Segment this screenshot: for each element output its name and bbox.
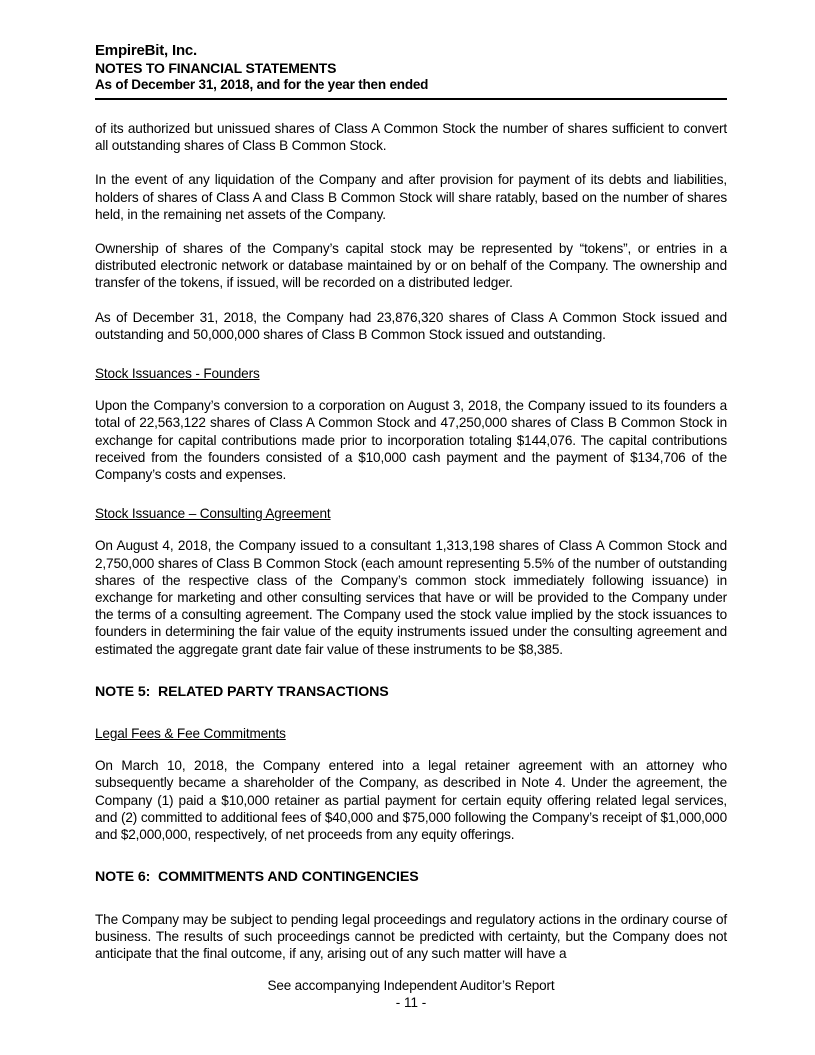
paragraph: of its authorized but unissued shares of Class A Common Stock the number of shares sufficient to convert all outstanding shares of Class B Common Stock. xyxy=(95,121,727,154)
footer-report-note: See accompanying Independent Auditor’s Report xyxy=(267,978,555,993)
page-number: - 11 - xyxy=(395,995,427,1010)
company-name: EmpireBit, Inc. xyxy=(95,42,198,59)
document-header xyxy=(95,42,727,100)
document-content xyxy=(95,42,727,979)
document-body xyxy=(95,120,727,962)
note-heading-note-6: NOTE 6: COMMITMENTS AND CONTINGENCIES xyxy=(95,869,419,886)
header-divider xyxy=(95,98,727,100)
section-heading-stock-issuance-consulting: Stock Issuance – Consulting Agreement xyxy=(95,506,331,522)
paragraph: The Company may be subject to pending legal proceedings and regulatory actions in the ordinary course of business. The results of such proceedings cannot be predicted with certainty, but the Company does not anticipate that the final outcome, if any, arising out of any such matter will have a xyxy=(95,911,727,961)
paragraph: Ownership of shares of the Company’s capital stock may be represented by “tokens”, or entries in a distributed electronic network or database maintained by or on behalf of the Company. The ownership and transfer of the tokens, if issued, will be recorded on a distributed ledger. xyxy=(95,241,727,291)
document-title: NOTES TO FINANCIAL STATEMENTS xyxy=(95,60,337,76)
section-heading-stock-issuances-founders: Stock Issuances - Founders xyxy=(95,366,260,382)
note-heading-note-5: NOTE 5: RELATED PARTY TRANSACTIONS xyxy=(95,683,389,700)
paragraph: On August 4, 2018, the Company issued to a consultant 1,313,198 shares of Class A Common Stock and 2,750,000 shares of Class B Common Stock (each amount representing 5.5% of the number of outstanding shares of the respective class of the Company’s common stock immediately following issuance) in exchange for marketing and other consulting services that have or will be provided to the Company under the terms of a consulting agreement. The Company used the stock value implied by the stock issuances to founders in determining the fair value of the equity instruments issued under the consulting agreement and estimated the aggregate grant date fair value of these instruments to be $8,385. xyxy=(95,538,727,657)
section-heading-legal-fees: Legal Fees & Fee Commitments xyxy=(95,726,286,742)
document-footer xyxy=(95,977,727,1011)
document-subtitle: As of December 31, 2018, and for the year then ended xyxy=(95,77,429,92)
paragraph: On March 10, 2018, the Company entered into a legal retainer agreement with an attorney who subsequently became a shareholder of the Company, as described in Note 4. Under the agreement, the Company (1) paid a $10,000 retainer as partial payment for certain equity offering related legal services, and (2) committed to additional fees of $40,000 and $75,000 following the Company’s receipt of $1,000,000 and $2,000,000, respectively, of net proceeds from any equity offerings. xyxy=(95,758,727,843)
paragraph: In the event of any liquidation of the Company and after provision for payment of its debts and liabilities, holders of shares of Class A and Class B Common Stock will share ratably, based on the number of shares held, in the remaining net assets of the Company. xyxy=(95,172,727,222)
paragraph: As of December 31, 2018, the Company had 23,876,320 shares of Class A Common Stock issued and outstanding and 50,000,000 shares of Class B Common Stock issued and outstanding. xyxy=(95,309,727,342)
paragraph: Upon the Company’s conversion to a corporation on August 3, 2018, the Company issued to its founders a total of 22,563,122 shares of Class A Common Stock and 47,250,000 shares of Class B Common Stock in exchange for capital contributions made prior to incorporation totaling $144,076. The capital contributions received from the founders consisted of a $10,000 cash payment and the payment of $134,706 of the Company’s costs and expenses. xyxy=(95,398,727,483)
